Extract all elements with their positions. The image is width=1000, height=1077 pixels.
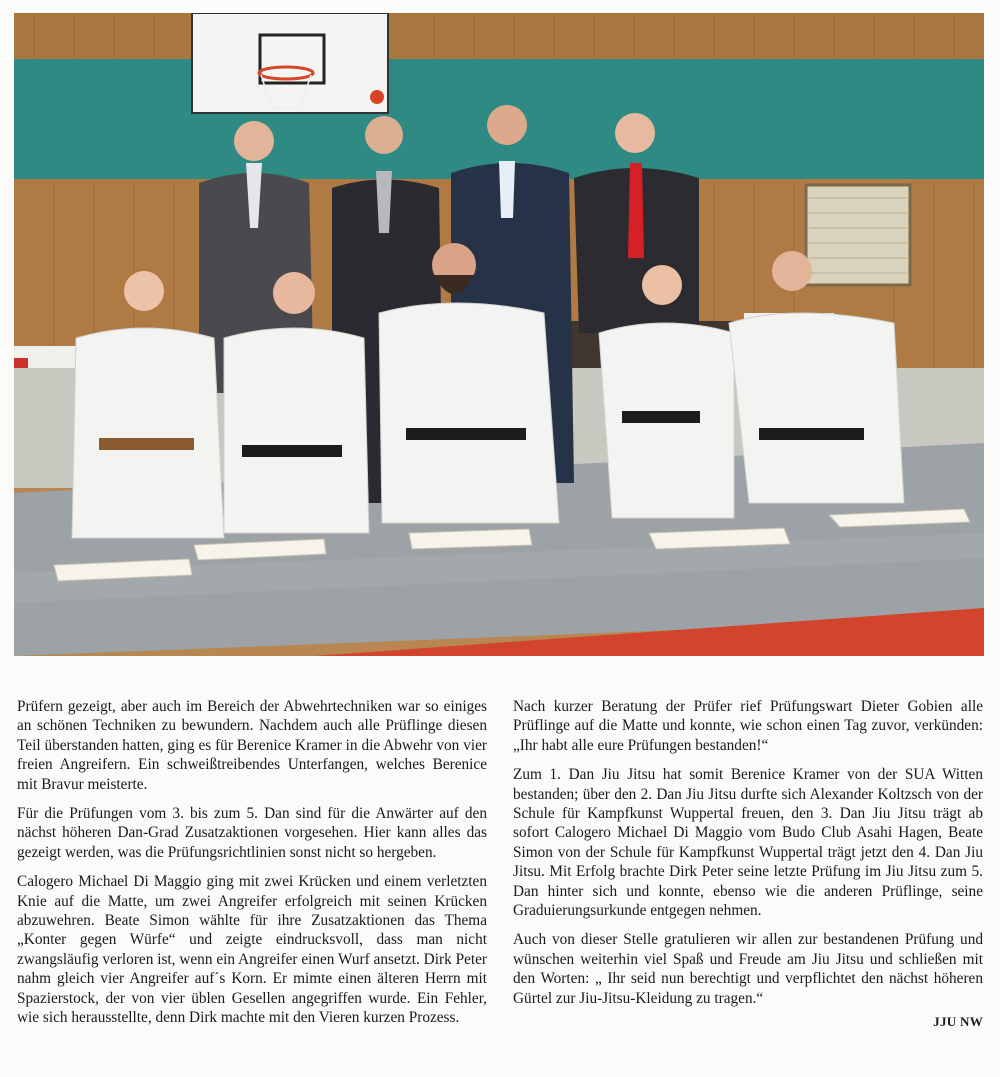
author-credit: JJU NW bbox=[933, 1014, 983, 1030]
article-paragraph: Auch von dieser Stelle gratulieren wir allen zur bestandenen Prüfung und wünschen weiterhin viel Spaß und Freude am Jiu Jitsu und schließen mit den Worten: „ Ihr seid nun berechtigt und verpflichtet den nächst höheren Gürtel zur Jiu-Jitsu-Kleidung zu tragen.“ bbox=[513, 931, 983, 1007]
article-paragraph: Nach kurzer Beratung der Prüfer rief Prüfungswart Dieter Gobien alle Prüflinge auf die Matte und konnte, wie schon einen Tag zuvor, verkünden: „Ihr habt alle eure Prüfungen bestanden!“ bbox=[513, 698, 983, 754]
article-paragraph: Zum 1. Dan Jiu Jitsu hat somit Berenice Kramer von der SUA Witten bestanden; über den 2. Dan Jiu Jitsu durfte sich Alexander Koltzsch von der Schule für Kampfkunst Wuppertal freuen, den 3. Dan Jiu Jitsu trägt ab sofort Calogero Michael Di Maggio vom Budo Club Asahi Hagen, Beate Simon von der Schule für Kampfkunst Wuppertal trägt jetzt den 4. Dan Jiu Jitsu. Mit Erfolg brachte Dirk Peter seine letzte Prüfung im Jiu Jitsu zum 5. Dan hinter sich und konnte, ebenso wie die anderen Prüflinge, seine Graduierungsurkunde entgegen nehmen. bbox=[513, 766, 983, 920]
wall-upper bbox=[14, 13, 984, 59]
window bbox=[806, 185, 910, 285]
article-column-left bbox=[17, 697, 487, 1038]
article-paragraph: Für die Prüfungen vom 3. bis zum 5. Dan sind für die Anwärter auf den nächst höheren Dan-Grad Zusatzaktionen vorgesehen. Hier kann alles das gezeigt werden, was die Prüfungsrichtlinien sonst nicht so hergeben. bbox=[17, 805, 487, 861]
article-paragraph: Calogero Michael Di Maggio ging mit zwei Krücken und einem verletzten Knie auf die Matte, um zwei Angreifer erfolgreich mit seinen Krücken abzuwehren. Beate Simon wählte für ihre Zusatzaktionen das Thema „Konter gegen Würfe“ und zeigte eindrucksvoll, dass man nicht zwangsläufig verloren ist, wenn ein Angreifer einen Wurf ansetzt. Dirk Peter nahm gleich vier Angreifer auf´s Korn. Er mimte einen älteren Herrn mit Spazierstock, der von vier üblen Gesellen angegriffen wurde. Ein Fehler, wie sich herausstellte, denn Dirk machte mit den Vieren kurzen Prozess. bbox=[17, 873, 487, 1027]
article-paragraph: Prüfern gezeigt, aber auch im Bereich der Abwehrtechniken war so einiges an schönen Techniken zu bewundern. Nachdem auch alle Prüflinge diesen Teil überstanden hatten, ging es für Berenice Kramer in die Abwehr von vier freien Angreifern. Ein schweißtreibendes Unterfangen, welches Berenice mit Bravur meisterte. bbox=[17, 698, 487, 793]
basketball-backboard bbox=[192, 13, 388, 113]
group-photo bbox=[14, 13, 984, 656]
article-column-right bbox=[513, 697, 983, 1032]
